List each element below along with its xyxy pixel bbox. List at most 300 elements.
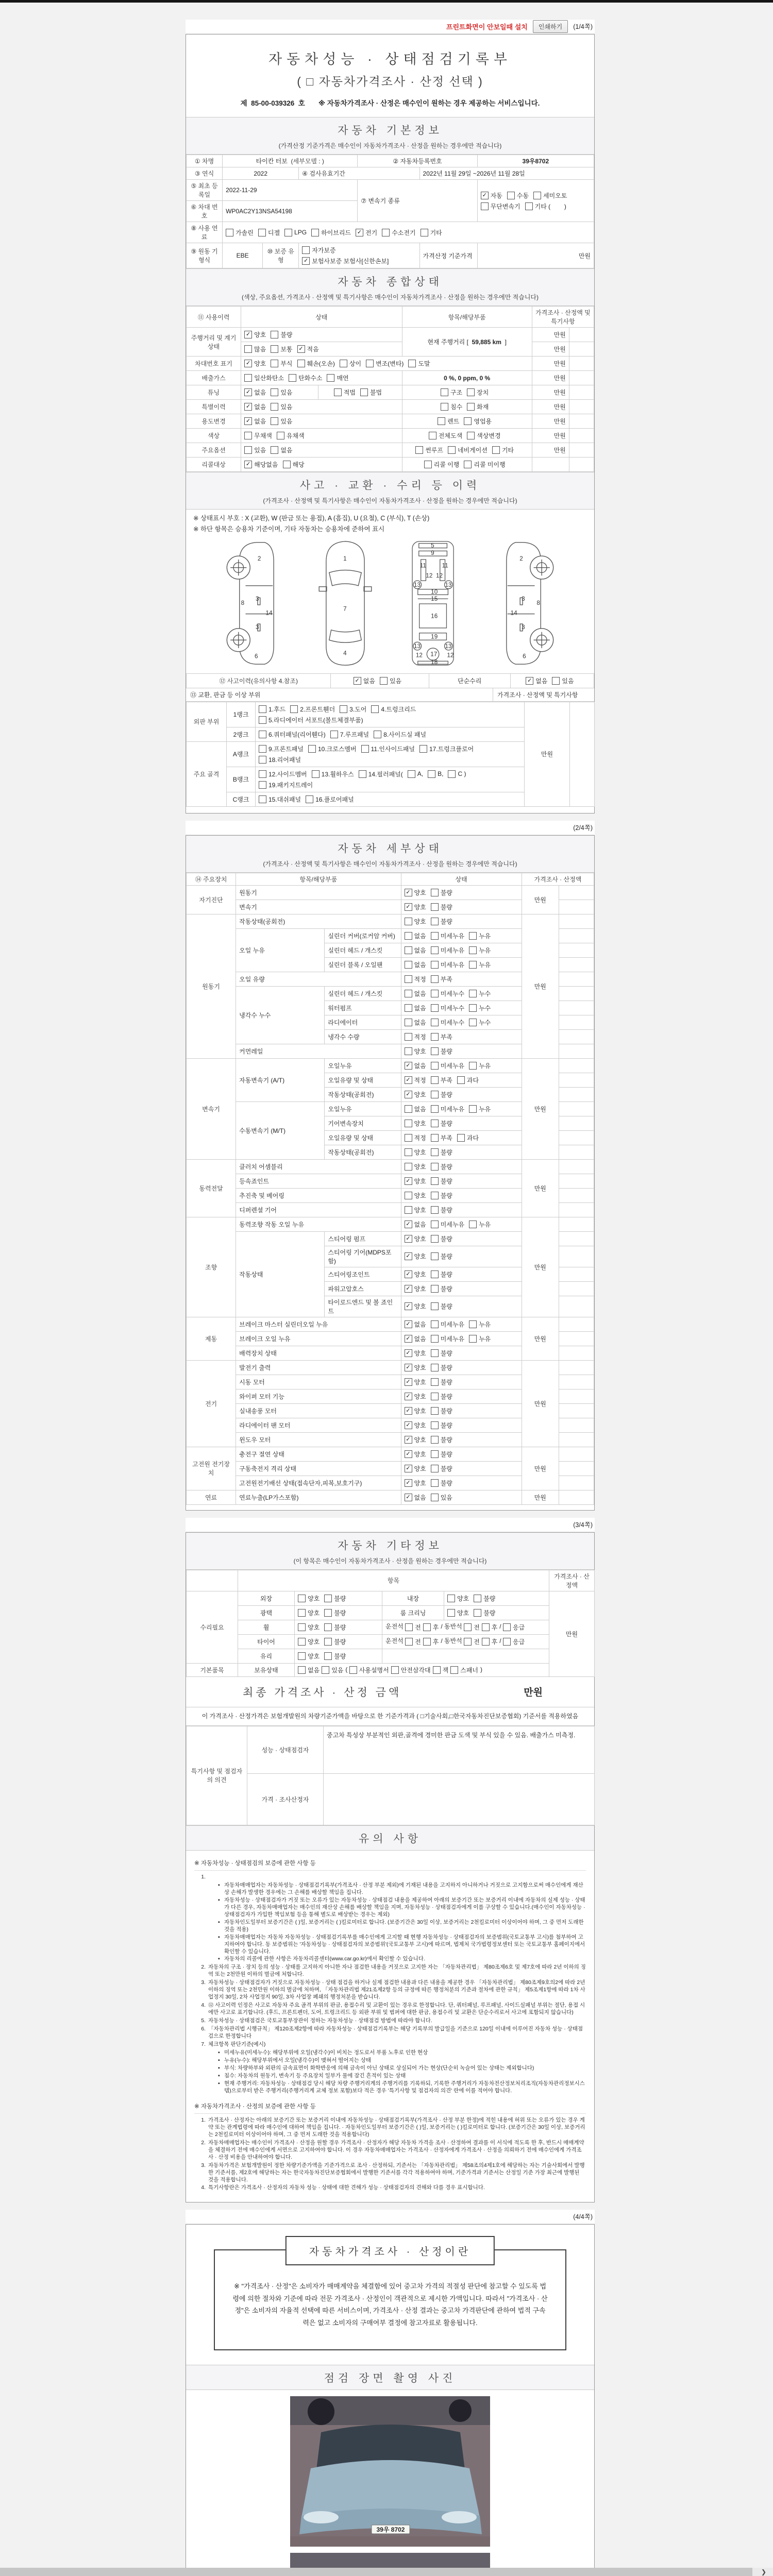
checkbox[interactable] — [259, 770, 307, 778]
checkbox-unchecked-icon[interactable] — [457, 1134, 465, 1142]
checkbox-unchecked-icon[interactable] — [503, 1638, 511, 1646]
checkbox[interactable] — [431, 1061, 464, 1070]
checkbox-unchecked-icon[interactable] — [431, 1285, 439, 1293]
checkbox[interactable] — [431, 917, 452, 926]
checkbox-unchecked-icon[interactable] — [327, 374, 334, 382]
checkbox[interactable] — [391, 1666, 431, 1674]
checkbox-unchecked-icon[interactable] — [423, 1623, 431, 1631]
checkbox[interactable] — [405, 1133, 426, 1142]
checkbox[interactable] — [297, 359, 335, 368]
checkbox[interactable] — [324, 1652, 346, 1660]
checkbox[interactable] — [469, 989, 491, 998]
checkbox-unchecked-icon[interactable] — [324, 1652, 332, 1660]
checkbox-unchecked-icon[interactable] — [324, 1609, 332, 1617]
checkbox-unchecked-icon[interactable] — [289, 374, 296, 382]
checkbox[interactable] — [481, 202, 520, 211]
checkbox-unchecked-icon[interactable] — [405, 1047, 412, 1055]
checkbox[interactable] — [374, 730, 426, 739]
checkbox[interactable] — [405, 1090, 426, 1099]
checkbox-checked-icon[interactable]: ✓ — [244, 331, 252, 338]
checkbox[interactable] — [433, 1666, 449, 1674]
checkbox-unchecked-icon[interactable] — [464, 1638, 472, 1646]
checkbox[interactable] — [258, 228, 280, 237]
checkbox-unchecked-icon[interactable] — [469, 932, 477, 940]
checkbox[interactable] — [405, 1637, 421, 1646]
checkbox-unchecked-icon[interactable] — [464, 461, 472, 468]
checkbox-unchecked-icon[interactable] — [340, 705, 347, 713]
checkbox-unchecked-icon[interactable] — [226, 229, 233, 236]
checkbox-unchecked-icon[interactable] — [308, 745, 316, 753]
checkbox[interactable] — [271, 359, 292, 368]
checkbox-unchecked-icon[interactable] — [431, 1364, 439, 1371]
checkbox[interactable] — [469, 931, 491, 940]
checkbox-checked-icon[interactable]: ✓ — [405, 1407, 412, 1415]
checkbox-unchecked-icon[interactable] — [271, 403, 278, 411]
checkbox-unchecked-icon[interactable] — [405, 1120, 412, 1127]
checkbox-unchecked-icon[interactable] — [441, 403, 448, 411]
checkbox[interactable] — [552, 676, 574, 685]
checkbox[interactable] — [405, 1363, 426, 1372]
checkbox-unchecked-icon[interactable] — [244, 345, 252, 353]
checkbox-unchecked-icon[interactable] — [322, 1666, 329, 1674]
checkbox[interactable] — [438, 417, 459, 426]
checkbox[interactable] — [431, 1206, 452, 1214]
checkbox-unchecked-icon[interactable] — [431, 1134, 439, 1142]
checkbox[interactable] — [405, 1252, 426, 1261]
checkbox[interactable] — [457, 1133, 479, 1142]
checkbox[interactable] — [464, 1637, 480, 1646]
checkbox-unchecked-icon[interactable] — [469, 961, 477, 969]
checkbox[interactable] — [405, 1334, 426, 1343]
checkbox-unchecked-icon[interactable] — [441, 388, 448, 396]
checkbox-unchecked-icon[interactable] — [405, 1019, 412, 1026]
checkbox[interactable] — [431, 1363, 452, 1372]
checkbox[interactable] — [464, 460, 505, 469]
checkbox[interactable] — [431, 1334, 464, 1343]
checkbox-unchecked-icon[interactable] — [271, 446, 278, 454]
checkbox[interactable] — [431, 1302, 452, 1311]
checkbox[interactable] — [284, 229, 307, 236]
checkbox[interactable] — [431, 1493, 452, 1502]
checkbox-unchecked-icon[interactable] — [431, 1177, 439, 1185]
checkbox[interactable] — [482, 1637, 498, 1646]
checkbox[interactable] — [271, 446, 292, 454]
checkbox[interactable] — [244, 446, 266, 454]
scrollbar-thumb[interactable] — [0, 2568, 752, 2576]
checkbox[interactable] — [405, 1032, 426, 1041]
checkbox[interactable] — [507, 191, 529, 200]
checkbox[interactable] — [424, 460, 460, 469]
checkbox-unchecked-icon[interactable] — [431, 918, 439, 925]
checkbox[interactable] — [259, 781, 313, 789]
checkbox[interactable] — [405, 1047, 426, 1056]
checkbox-checked-icon[interactable]: ✓ — [405, 1091, 412, 1098]
checkbox[interactable] — [271, 330, 292, 339]
checkbox-checked-icon[interactable]: ✓ — [405, 1221, 412, 1228]
checkbox-unchecked-icon[interactable] — [405, 946, 412, 954]
checkbox-unchecked-icon[interactable] — [277, 432, 284, 439]
checkbox[interactable] — [408, 770, 423, 778]
checkbox-unchecked-icon[interactable] — [359, 770, 366, 778]
checkbox-unchecked-icon[interactable] — [431, 1221, 439, 1228]
checkbox[interactable] — [447, 1594, 469, 1603]
checkbox-unchecked-icon[interactable] — [431, 1494, 439, 1501]
checkbox-unchecked-icon[interactable] — [431, 1004, 439, 1012]
checkbox-unchecked-icon[interactable] — [334, 388, 342, 396]
checkbox-unchecked-icon[interactable] — [467, 432, 475, 439]
checkbox-unchecked-icon[interactable] — [283, 461, 291, 468]
checkbox[interactable] — [302, 246, 335, 255]
checkbox[interactable] — [340, 359, 361, 368]
checkbox[interactable] — [467, 388, 489, 397]
checkbox[interactable] — [244, 417, 266, 426]
checkbox[interactable] — [271, 402, 292, 411]
checkbox-unchecked-icon[interactable] — [382, 229, 390, 236]
checkbox[interactable] — [283, 460, 305, 469]
checkbox-checked-icon[interactable]: ✓ — [405, 1364, 412, 1371]
checkbox-unchecked-icon[interactable] — [311, 229, 319, 236]
checkbox-unchecked-icon[interactable] — [421, 229, 428, 236]
checkbox[interactable] — [405, 1493, 426, 1502]
checkbox[interactable] — [405, 931, 426, 940]
checkbox[interactable] — [380, 676, 401, 685]
checkbox-unchecked-icon[interactable] — [431, 903, 439, 911]
checkbox-unchecked-icon[interactable] — [482, 1623, 490, 1631]
checkbox-unchecked-icon[interactable] — [469, 1320, 477, 1328]
checkbox-unchecked-icon[interactable] — [405, 1134, 412, 1142]
checkbox-unchecked-icon[interactable] — [469, 1335, 477, 1343]
checkbox-unchecked-icon[interactable] — [533, 192, 541, 199]
checkbox[interactable] — [431, 1032, 452, 1041]
checkbox[interactable] — [421, 228, 442, 237]
checkbox[interactable] — [492, 446, 514, 454]
checkbox[interactable] — [431, 1191, 452, 1200]
checkbox[interactable] — [419, 744, 474, 753]
checkbox[interactable] — [405, 1004, 426, 1012]
checkbox-unchecked-icon[interactable] — [503, 1623, 511, 1631]
checkbox-unchecked-icon[interactable] — [431, 1062, 439, 1070]
checkbox[interactable] — [526, 676, 547, 685]
checkbox[interactable] — [431, 931, 464, 940]
checkbox[interactable] — [431, 1220, 464, 1229]
checkbox-unchecked-icon[interactable] — [457, 1076, 465, 1084]
checkbox[interactable] — [244, 388, 266, 397]
checkbox[interactable] — [431, 1018, 464, 1027]
checkbox-unchecked-icon[interactable] — [405, 1105, 412, 1113]
checkbox-unchecked-icon[interactable] — [431, 932, 439, 940]
checkbox-unchecked-icon[interactable] — [259, 756, 266, 764]
checkbox[interactable] — [298, 1637, 320, 1646]
checkbox[interactable] — [405, 1421, 426, 1430]
checkbox-unchecked-icon[interactable] — [431, 1450, 439, 1458]
checkbox-unchecked-icon[interactable] — [271, 360, 278, 367]
checkbox[interactable] — [244, 345, 266, 353]
checkbox-unchecked-icon[interactable] — [415, 446, 423, 454]
checkbox-unchecked-icon[interactable] — [423, 1638, 431, 1646]
checkbox-unchecked-icon[interactable] — [431, 1019, 439, 1026]
checkbox[interactable] — [428, 770, 443, 778]
checkbox-unchecked-icon[interactable] — [431, 1393, 439, 1400]
checkbox-unchecked-icon[interactable] — [469, 1221, 477, 1228]
checkbox[interactable] — [415, 446, 443, 454]
checkbox[interactable] — [405, 1234, 426, 1243]
checkbox-unchecked-icon[interactable] — [298, 1609, 306, 1617]
checkbox[interactable] — [405, 1119, 426, 1128]
checkbox[interactable] — [405, 1220, 426, 1229]
checkbox[interactable] — [431, 1406, 452, 1415]
checkbox-checked-icon[interactable]: ✓ — [481, 192, 489, 199]
checkbox[interactable] — [431, 1047, 452, 1056]
checkbox-unchecked-icon[interactable] — [447, 1595, 455, 1602]
checkbox-unchecked-icon[interactable] — [492, 446, 500, 454]
checkbox-unchecked-icon[interactable] — [481, 202, 489, 210]
checkbox[interactable] — [482, 1623, 498, 1632]
checkbox[interactable] — [447, 1608, 469, 1617]
checkbox[interactable] — [405, 1018, 426, 1027]
checkbox[interactable] — [360, 388, 382, 397]
checkbox-unchecked-icon[interactable] — [391, 1666, 399, 1674]
checkbox[interactable] — [327, 374, 348, 382]
checkbox[interactable] — [366, 359, 404, 368]
checkbox-unchecked-icon[interactable] — [405, 932, 412, 940]
checkbox-checked-icon[interactable]: ✓ — [405, 1349, 412, 1357]
checkbox-unchecked-icon[interactable] — [474, 1609, 481, 1617]
checkbox-unchecked-icon[interactable] — [244, 374, 252, 382]
checkbox-unchecked-icon[interactable] — [259, 795, 266, 803]
checkbox-unchecked-icon[interactable] — [433, 1666, 441, 1674]
checkbox[interactable] — [298, 1652, 320, 1660]
checkbox[interactable] — [259, 755, 301, 764]
checkbox[interactable] — [441, 402, 462, 411]
checkbox-unchecked-icon[interactable] — [405, 918, 412, 925]
checkbox[interactable] — [340, 705, 366, 714]
checkbox[interactable] — [405, 1284, 426, 1293]
checkbox-checked-icon[interactable]: ✓ — [405, 1177, 412, 1185]
checkbox[interactable] — [405, 1378, 426, 1386]
checkbox-unchecked-icon[interactable] — [469, 990, 477, 997]
checkbox[interactable] — [298, 1594, 320, 1603]
checkbox-unchecked-icon[interactable] — [431, 1407, 439, 1415]
checkbox-unchecked-icon[interactable] — [474, 1595, 481, 1602]
checkbox-unchecked-icon[interactable] — [324, 1638, 332, 1646]
checkbox-checked-icon[interactable]: ✓ — [526, 677, 533, 685]
checkbox-checked-icon[interactable]: ✓ — [405, 1335, 412, 1343]
checkbox-unchecked-icon[interactable] — [405, 961, 412, 969]
checkbox[interactable] — [469, 1004, 491, 1012]
checkbox[interactable] — [431, 1320, 464, 1329]
checkbox[interactable] — [423, 1637, 439, 1646]
checkbox-checked-icon[interactable]: ✓ — [405, 1320, 412, 1328]
checkbox[interactable] — [405, 1435, 426, 1444]
checkbox[interactable] — [349, 1666, 389, 1674]
checkbox[interactable] — [431, 1133, 452, 1142]
checkbox-checked-icon[interactable]: ✓ — [405, 1378, 412, 1386]
checkbox-checked-icon[interactable]: ✓ — [405, 1076, 412, 1084]
checkbox-unchecked-icon[interactable] — [302, 246, 310, 254]
checkbox[interactable] — [322, 1666, 343, 1674]
checkbox[interactable] — [431, 1284, 452, 1293]
checkbox-unchecked-icon[interactable] — [424, 461, 432, 468]
checkbox[interactable] — [405, 1061, 426, 1070]
checkbox[interactable] — [431, 888, 452, 897]
checkbox-unchecked-icon[interactable] — [312, 770, 320, 778]
checkbox[interactable] — [431, 1450, 452, 1459]
checkbox-checked-icon[interactable]: ✓ — [405, 1450, 412, 1458]
checkbox[interactable] — [371, 705, 416, 714]
checkbox-checked-icon[interactable]: ✓ — [244, 403, 252, 411]
checkbox-unchecked-icon[interactable] — [431, 1033, 439, 1041]
checkbox[interactable] — [244, 402, 266, 411]
checkbox[interactable] — [405, 1464, 426, 1473]
checkbox-checked-icon[interactable]: ✓ — [405, 903, 412, 911]
checkbox[interactable] — [298, 1623, 320, 1632]
checkbox-unchecked-icon[interactable] — [408, 360, 416, 367]
checkbox[interactable] — [354, 676, 375, 685]
checkbox[interactable] — [431, 1252, 452, 1261]
checkbox-unchecked-icon[interactable] — [366, 360, 374, 367]
checkbox-unchecked-icon[interactable] — [405, 1638, 413, 1646]
checkbox-unchecked-icon[interactable] — [431, 1120, 439, 1127]
checkbox-unchecked-icon[interactable] — [271, 331, 278, 338]
checkbox-unchecked-icon[interactable] — [431, 889, 439, 896]
checkbox[interactable] — [448, 446, 488, 454]
checkbox[interactable] — [405, 975, 426, 984]
checkbox[interactable] — [431, 1378, 452, 1386]
checkbox[interactable] — [244, 460, 278, 469]
checkbox[interactable] — [431, 1349, 452, 1358]
checkbox-unchecked-icon[interactable] — [405, 1033, 412, 1041]
checkbox[interactable] — [405, 1148, 426, 1157]
checkbox[interactable] — [271, 388, 292, 397]
checkbox-unchecked-icon[interactable] — [431, 990, 439, 997]
checkbox[interactable] — [431, 1119, 452, 1128]
checkbox[interactable] — [405, 1349, 426, 1358]
checkbox-checked-icon[interactable]: ✓ — [405, 1252, 412, 1260]
checkbox[interactable] — [405, 1320, 426, 1329]
checkbox[interactable] — [298, 1608, 320, 1617]
checkbox-unchecked-icon[interactable] — [431, 1105, 439, 1113]
checkbox-unchecked-icon[interactable] — [431, 946, 439, 954]
checkbox[interactable] — [431, 1435, 452, 1444]
checkbox-unchecked-icon[interactable] — [467, 388, 475, 396]
checkbox[interactable] — [405, 1479, 426, 1487]
checkbox-unchecked-icon[interactable] — [431, 1378, 439, 1386]
checkbox-unchecked-icon[interactable] — [244, 432, 252, 439]
checkbox-unchecked-icon[interactable] — [298, 1666, 306, 1674]
checkbox-unchecked-icon[interactable] — [469, 946, 477, 954]
checkbox[interactable] — [431, 1090, 452, 1099]
checkbox[interactable] — [431, 960, 464, 969]
checkbox[interactable] — [431, 1105, 464, 1113]
checkbox[interactable] — [306, 795, 354, 804]
checkbox[interactable] — [423, 1623, 439, 1632]
checkbox-unchecked-icon[interactable] — [431, 1270, 439, 1278]
checkbox[interactable] — [405, 1105, 426, 1113]
checkbox[interactable] — [464, 1623, 480, 1632]
checkbox-unchecked-icon[interactable] — [298, 1638, 306, 1646]
checkbox-unchecked-icon[interactable] — [431, 1235, 439, 1243]
checkbox-checked-icon[interactable]: ✓ — [244, 388, 252, 396]
checkbox[interactable] — [431, 903, 452, 911]
checkbox[interactable] — [469, 1320, 491, 1329]
checkbox-unchecked-icon[interactable] — [464, 417, 472, 425]
checkbox-unchecked-icon[interactable] — [464, 1623, 472, 1631]
checkbox[interactable] — [259, 795, 301, 804]
checkbox-unchecked-icon[interactable] — [259, 705, 266, 713]
checkbox-checked-icon[interactable]: ✓ — [405, 1302, 412, 1310]
checkbox-checked-icon[interactable]: ✓ — [354, 677, 361, 685]
checkbox[interactable] — [382, 228, 415, 237]
checkbox-checked-icon[interactable]: ✓ — [405, 889, 412, 896]
checkbox-checked-icon[interactable]: ✓ — [405, 1062, 412, 1070]
checkbox[interactable] — [408, 359, 430, 368]
checkbox-unchecked-icon[interactable] — [431, 1302, 439, 1310]
checkbox-unchecked-icon[interactable] — [374, 731, 381, 738]
checkbox-checked-icon[interactable]: ✓ — [405, 1270, 412, 1278]
checkbox-unchecked-icon[interactable] — [428, 770, 435, 778]
checkbox[interactable] — [441, 388, 462, 397]
checkbox[interactable] — [405, 989, 426, 998]
checkbox-unchecked-icon[interactable] — [431, 1421, 439, 1429]
checkbox-unchecked-icon[interactable] — [324, 1623, 332, 1631]
checkbox-unchecked-icon[interactable] — [552, 677, 560, 685]
checkbox[interactable] — [356, 228, 377, 237]
checkbox-unchecked-icon[interactable] — [259, 716, 266, 724]
checkbox[interactable] — [464, 417, 492, 426]
checkbox-unchecked-icon[interactable] — [431, 1436, 439, 1444]
checkbox[interactable] — [405, 1302, 426, 1311]
install-helper-link[interactable]: 프린트화면이 안보일때 설치 — [446, 23, 528, 31]
checkbox-unchecked-icon[interactable] — [259, 770, 266, 778]
checkbox[interactable] — [431, 1392, 452, 1401]
checkbox-unchecked-icon[interactable] — [405, 990, 412, 997]
checkbox[interactable] — [259, 705, 285, 714]
checkbox-unchecked-icon[interactable] — [431, 1047, 439, 1055]
checkbox[interactable] — [469, 960, 491, 969]
checkbox-unchecked-icon[interactable] — [298, 1595, 306, 1602]
checkbox[interactable] — [244, 374, 284, 382]
checkbox[interactable] — [405, 1191, 426, 1200]
checkbox-checked-icon[interactable]: ✓ — [356, 229, 363, 236]
checkbox[interactable] — [324, 1594, 346, 1603]
checkbox-unchecked-icon[interactable] — [429, 432, 436, 439]
checkbox[interactable] — [324, 1608, 346, 1617]
checkbox-unchecked-icon[interactable] — [482, 1638, 490, 1646]
checkbox[interactable] — [481, 191, 502, 200]
checkbox[interactable] — [503, 1637, 525, 1646]
checkbox-unchecked-icon[interactable] — [431, 1076, 439, 1084]
checkbox-unchecked-icon[interactable] — [447, 1609, 455, 1617]
checkbox[interactable] — [405, 888, 426, 897]
checkbox-checked-icon[interactable]: ✓ — [405, 1479, 412, 1487]
checkbox[interactable] — [431, 1076, 452, 1084]
checkbox-checked-icon[interactable]: ✓ — [405, 1235, 412, 1243]
checkbox[interactable] — [298, 1666, 320, 1674]
checkbox-unchecked-icon[interactable] — [405, 1163, 412, 1171]
checkbox-unchecked-icon[interactable] — [259, 745, 266, 753]
checkbox[interactable] — [289, 374, 322, 382]
checkbox[interactable] — [469, 1334, 491, 1343]
checkbox-unchecked-icon[interactable] — [298, 1652, 306, 1660]
checkbox-unchecked-icon[interactable] — [431, 1252, 439, 1260]
checkbox[interactable] — [311, 228, 351, 237]
checkbox[interactable] — [469, 1105, 491, 1113]
checkbox-unchecked-icon[interactable] — [469, 1019, 477, 1026]
checkbox-checked-icon[interactable]: ✓ — [244, 360, 252, 367]
checkbox[interactable] — [525, 202, 566, 211]
scroll-right-icon[interactable]: ❯ — [761, 2568, 767, 2575]
checkbox-checked-icon[interactable]: ✓ — [405, 1421, 412, 1429]
